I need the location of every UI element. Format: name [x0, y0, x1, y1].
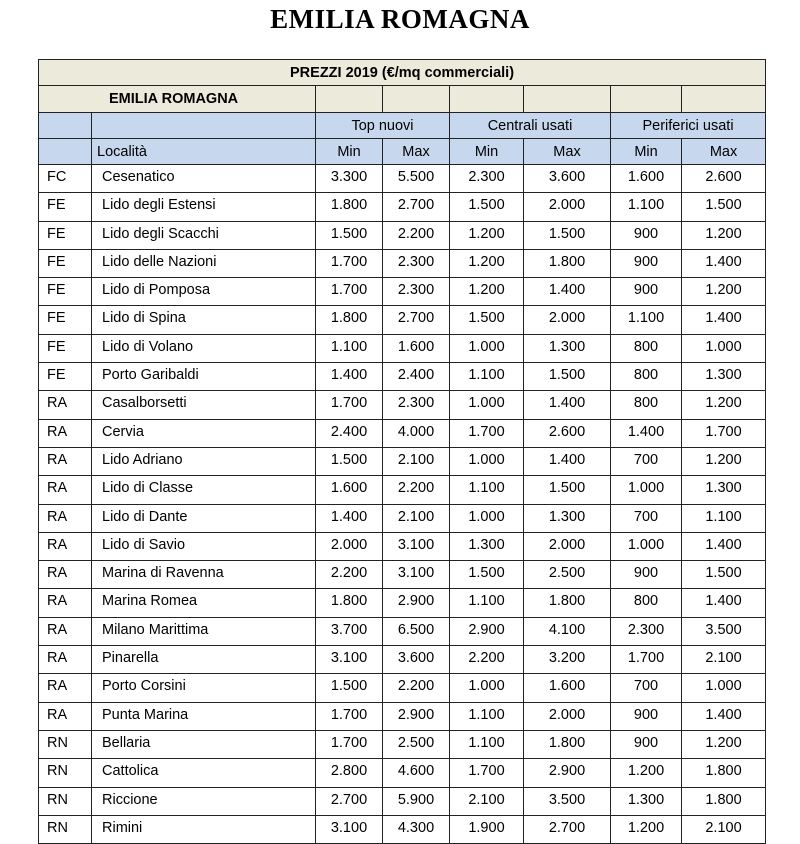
centrali-usati-min-cell: 1.200	[450, 221, 524, 249]
centrali-usati-min-cell: 1.200	[450, 278, 524, 306]
top-nuovi-min-cell: 2.800	[316, 759, 383, 787]
table-row	[39, 476, 766, 504]
locality-cell: Milano Marittima	[92, 617, 316, 645]
periferici-usati-max-cell: 3.500	[682, 617, 766, 645]
province-cell: RA	[39, 419, 92, 447]
empty-cell	[450, 86, 524, 113]
top-nuovi-max-cell: 2.900	[383, 589, 450, 617]
province-cell: RA	[39, 532, 92, 560]
table-row	[39, 617, 766, 645]
max-header: Max	[682, 139, 766, 165]
empty-cell	[39, 139, 92, 165]
centrali-usati-max-cell: 2.000	[524, 193, 611, 221]
periferici-usati-min-cell: 900	[611, 221, 682, 249]
province-cell: RN	[39, 759, 92, 787]
centrali-usati-max-cell: 1.500	[524, 363, 611, 391]
periferici-usati-min-cell: 900	[611, 249, 682, 277]
locality-cell: Pinarella	[92, 646, 316, 674]
table-caption: PREZZI 2019 (€/mq commerciali)	[39, 60, 766, 86]
province-cell: FE	[39, 363, 92, 391]
top-nuovi-max-cell: 5.900	[383, 787, 450, 815]
periferici-usati-min-cell: 1.200	[611, 815, 682, 843]
top-nuovi-min-cell: 3.100	[316, 815, 383, 843]
periferici-usati-max-cell: 1.000	[682, 674, 766, 702]
centrali-usati-min-cell: 1.000	[450, 334, 524, 362]
centrali-usati-max-cell: 1.500	[524, 476, 611, 504]
centrali-usati-min-cell: 2.200	[450, 646, 524, 674]
centrali-usati-min-cell: 1.000	[450, 391, 524, 419]
province-cell: RN	[39, 787, 92, 815]
centrali-usati-min-cell: 1.100	[450, 702, 524, 730]
province-cell: RA	[39, 646, 92, 674]
top-nuovi-min-cell: 3.100	[316, 646, 383, 674]
table-row	[39, 674, 766, 702]
top-nuovi-min-cell: 1.800	[316, 193, 383, 221]
table-row	[39, 730, 766, 758]
empty-cell	[92, 113, 316, 139]
centrali-usati-min-cell: 1.700	[450, 759, 524, 787]
table-row	[39, 363, 766, 391]
locality-cell: Bellaria	[92, 730, 316, 758]
table-row	[39, 221, 766, 249]
periferici-usati-max-cell: 1.300	[682, 476, 766, 504]
centrali-usati-max-cell: 1.800	[524, 249, 611, 277]
top-nuovi-min-cell: 2.000	[316, 532, 383, 560]
locality-cell: Lido degli Scacchi	[92, 221, 316, 249]
top-nuovi-min-cell: 1.100	[316, 334, 383, 362]
locality-cell: Casalborsetti	[92, 391, 316, 419]
centrali-usati-max-cell: 1.800	[524, 730, 611, 758]
top-nuovi-max-cell: 1.600	[383, 334, 450, 362]
periferici-usati-max-cell: 1.800	[682, 759, 766, 787]
centrali-usati-min-cell: 1.000	[450, 674, 524, 702]
periferici-usati-min-cell: 1.100	[611, 306, 682, 334]
periferici-usati-min-cell: 900	[611, 702, 682, 730]
province-cell: FE	[39, 193, 92, 221]
table-row	[39, 815, 766, 843]
locality-cell: Lido di Savio	[92, 532, 316, 560]
top-nuovi-max-cell: 2.300	[383, 391, 450, 419]
table-row	[39, 532, 766, 560]
province-cell: FE	[39, 306, 92, 334]
top-nuovi-max-cell: 3.100	[383, 561, 450, 589]
top-nuovi-min-cell: 3.700	[316, 617, 383, 645]
periferici-usati-max-cell: 1.500	[682, 193, 766, 221]
locality-cell: Lido degli Estensi	[92, 193, 316, 221]
top-nuovi-min-cell: 2.200	[316, 561, 383, 589]
province-cell: FE	[39, 221, 92, 249]
centrali-usati-min-cell: 2.100	[450, 787, 524, 815]
top-nuovi-min-cell: 3.300	[316, 165, 383, 193]
centrali-usati-max-cell: 2.900	[524, 759, 611, 787]
locality-cell: Lido di Spina	[92, 306, 316, 334]
centrali-usati-min-cell: 1.300	[450, 532, 524, 560]
periferici-usati-max-cell: 1.800	[682, 787, 766, 815]
top-nuovi-max-cell: 2.300	[383, 278, 450, 306]
province-cell: RA	[39, 447, 92, 475]
top-nuovi-min-cell: 2.700	[316, 787, 383, 815]
top-nuovi-min-cell: 1.600	[316, 476, 383, 504]
centrali-usati-max-cell: 3.500	[524, 787, 611, 815]
table-row	[39, 447, 766, 475]
periferici-usati-max-cell: 2.100	[682, 815, 766, 843]
locality-cell: Cattolica	[92, 759, 316, 787]
top-nuovi-max-cell: 2.300	[383, 249, 450, 277]
centrali-usati-max-cell: 3.200	[524, 646, 611, 674]
table-row	[39, 702, 766, 730]
periferici-usati-max-cell: 1.500	[682, 561, 766, 589]
centrali-usati-max-cell: 4.100	[524, 617, 611, 645]
top-nuovi-max-cell: 3.100	[383, 532, 450, 560]
table-row	[39, 589, 766, 617]
periferici-usati-min-cell: 1.100	[611, 193, 682, 221]
table-row	[39, 193, 766, 221]
centrali-usati-min-cell: 2.300	[450, 165, 524, 193]
price-table	[38, 59, 766, 844]
province-cell: RN	[39, 815, 92, 843]
top-nuovi-max-cell: 2.100	[383, 447, 450, 475]
province-cell: RN	[39, 730, 92, 758]
locality-cell: Porto Garibaldi	[92, 363, 316, 391]
top-nuovi-max-cell: 2.700	[383, 193, 450, 221]
periferici-usati-min-cell: 2.300	[611, 617, 682, 645]
top-nuovi-min-cell: 1.500	[316, 221, 383, 249]
periferici-usati-min-cell: 800	[611, 589, 682, 617]
province-cell: RA	[39, 561, 92, 589]
periferici-usati-max-cell: 1.700	[682, 419, 766, 447]
table-body	[39, 165, 766, 844]
table-row	[39, 646, 766, 674]
top-nuovi-min-cell: 1.700	[316, 702, 383, 730]
min-header: Min	[316, 139, 383, 165]
centrali-usati-max-cell: 1.800	[524, 589, 611, 617]
periferici-usati-max-cell: 1.400	[682, 249, 766, 277]
top-nuovi-max-cell: 4.300	[383, 815, 450, 843]
top-nuovi-min-cell: 1.700	[316, 391, 383, 419]
top-nuovi-max-cell: 4.600	[383, 759, 450, 787]
table-row	[39, 787, 766, 815]
centrali-usati-max-cell: 1.300	[524, 334, 611, 362]
province-cell: RA	[39, 589, 92, 617]
top-nuovi-max-cell: 2.700	[383, 306, 450, 334]
centrali-usati-max-cell: 1.400	[524, 278, 611, 306]
table-row	[39, 504, 766, 532]
periferici-usati-max-cell: 1.100	[682, 504, 766, 532]
top-nuovi-min-cell: 1.400	[316, 504, 383, 532]
centrali-usati-min-cell: 1.000	[450, 504, 524, 532]
centrali-usati-min-cell: 1.000	[450, 447, 524, 475]
locality-cell: Rimini	[92, 815, 316, 843]
group-header-top-nuovi: Top nuovi	[316, 113, 450, 139]
periferici-usati-min-cell: 1.400	[611, 419, 682, 447]
periferici-usati-min-cell: 700	[611, 674, 682, 702]
centrali-usati-min-cell: 1.500	[450, 306, 524, 334]
centrali-usati-min-cell: 1.100	[450, 476, 524, 504]
top-nuovi-min-cell: 1.700	[316, 730, 383, 758]
empty-cell	[524, 86, 611, 113]
locality-cell: Cesenatico	[92, 165, 316, 193]
table-row	[39, 249, 766, 277]
centrali-usati-max-cell: 1.600	[524, 674, 611, 702]
centrali-usati-max-cell: 2.600	[524, 419, 611, 447]
table-row	[39, 759, 766, 787]
centrali-usati-max-cell: 2.000	[524, 532, 611, 560]
province-cell: RA	[39, 476, 92, 504]
group-header-centrali-usati: Centrali usati	[450, 113, 611, 139]
top-nuovi-max-cell: 4.000	[383, 419, 450, 447]
top-nuovi-min-cell: 1.700	[316, 249, 383, 277]
centrali-usati-max-cell: 1.400	[524, 391, 611, 419]
top-nuovi-min-cell: 2.400	[316, 419, 383, 447]
periferici-usati-max-cell: 2.100	[682, 646, 766, 674]
top-nuovi-max-cell: 2.200	[383, 221, 450, 249]
locality-cell: Marina Romea	[92, 589, 316, 617]
centrali-usati-min-cell: 1.100	[450, 730, 524, 758]
periferici-usati-min-cell: 1.000	[611, 532, 682, 560]
periferici-usati-max-cell: 1.300	[682, 363, 766, 391]
centrali-usati-max-cell: 2.000	[524, 702, 611, 730]
periferici-usati-max-cell: 1.200	[682, 391, 766, 419]
table-row	[39, 561, 766, 589]
periferici-usati-min-cell: 800	[611, 334, 682, 362]
periferici-usati-min-cell: 1.000	[611, 476, 682, 504]
top-nuovi-min-cell: 1.500	[316, 674, 383, 702]
province-cell: FE	[39, 334, 92, 362]
centrali-usati-min-cell: 1.500	[450, 193, 524, 221]
table-row	[39, 334, 766, 362]
periferici-usati-min-cell: 900	[611, 278, 682, 306]
table-row	[39, 278, 766, 306]
periferici-usati-max-cell: 1.200	[682, 221, 766, 249]
periferici-usati-max-cell: 1.400	[682, 702, 766, 730]
table-row	[39, 419, 766, 447]
min-header: Min	[450, 139, 524, 165]
periferici-usati-max-cell: 1.400	[682, 589, 766, 617]
top-nuovi-min-cell: 1.700	[316, 278, 383, 306]
periferici-usati-min-cell: 1.700	[611, 646, 682, 674]
periferici-usati-max-cell: 1.200	[682, 730, 766, 758]
periferici-usati-max-cell: 1.200	[682, 447, 766, 475]
periferici-usati-min-cell: 900	[611, 561, 682, 589]
centrali-usati-max-cell: 2.500	[524, 561, 611, 589]
centrali-usati-min-cell: 1.700	[450, 419, 524, 447]
top-nuovi-min-cell: 1.500	[316, 447, 383, 475]
locality-cell: Porto Corsini	[92, 674, 316, 702]
top-nuovi-max-cell: 2.200	[383, 674, 450, 702]
centrali-usati-max-cell: 2.700	[524, 815, 611, 843]
province-cell: RA	[39, 617, 92, 645]
top-nuovi-min-cell: 1.800	[316, 589, 383, 617]
locality-cell: Lido di Volano	[92, 334, 316, 362]
group-header-periferici-usati: Periferici usati	[611, 113, 766, 139]
locality-cell: Riccione	[92, 787, 316, 815]
page-title: EMILIA ROMAGNA	[270, 4, 530, 34]
top-nuovi-min-cell: 1.800	[316, 306, 383, 334]
centrali-usati-max-cell: 2.000	[524, 306, 611, 334]
locality-cell: Lido di Classe	[92, 476, 316, 504]
top-nuovi-max-cell: 2.200	[383, 476, 450, 504]
periferici-usati-min-cell: 800	[611, 391, 682, 419]
periferici-usati-min-cell: 1.600	[611, 165, 682, 193]
periferici-usati-min-cell: 700	[611, 504, 682, 532]
periferici-usati-min-cell: 1.300	[611, 787, 682, 815]
centrali-usati-min-cell: 1.100	[450, 589, 524, 617]
locality-cell: Cervia	[92, 419, 316, 447]
centrali-usati-min-cell: 2.900	[450, 617, 524, 645]
locality-cell: Lido di Pomposa	[92, 278, 316, 306]
province-cell: RA	[39, 674, 92, 702]
periferici-usati-min-cell: 1.200	[611, 759, 682, 787]
region-label: EMILIA ROMAGNA	[39, 86, 316, 113]
locality-cell: Lido delle Nazioni	[92, 249, 316, 277]
centrali-usati-min-cell: 1.200	[450, 249, 524, 277]
centrali-usati-max-cell: 1.400	[524, 447, 611, 475]
max-header: Max	[524, 139, 611, 165]
top-nuovi-max-cell: 6.500	[383, 617, 450, 645]
periferici-usati-max-cell: 1.000	[682, 334, 766, 362]
max-header: Max	[383, 139, 450, 165]
periferici-usati-min-cell: 900	[611, 730, 682, 758]
locality-header: Località	[92, 139, 316, 165]
province-cell: RA	[39, 391, 92, 419]
locality-cell: Lido Adriano	[92, 447, 316, 475]
top-nuovi-min-cell: 1.400	[316, 363, 383, 391]
centrali-usati-max-cell: 3.600	[524, 165, 611, 193]
centrali-usati-max-cell: 1.300	[524, 504, 611, 532]
periferici-usati-min-cell: 700	[611, 447, 682, 475]
top-nuovi-max-cell: 2.500	[383, 730, 450, 758]
top-nuovi-max-cell: 5.500	[383, 165, 450, 193]
province-cell: RA	[39, 504, 92, 532]
empty-cell	[39, 113, 92, 139]
locality-cell: Punta Marina	[92, 702, 316, 730]
centrali-usati-max-cell: 1.500	[524, 221, 611, 249]
top-nuovi-max-cell: 3.600	[383, 646, 450, 674]
locality-cell: Marina di Ravenna	[92, 561, 316, 589]
locality-cell: Lido di Dante	[92, 504, 316, 532]
periferici-usati-max-cell: 2.600	[682, 165, 766, 193]
top-nuovi-max-cell: 2.400	[383, 363, 450, 391]
periferici-usati-max-cell: 1.200	[682, 278, 766, 306]
province-cell: FC	[39, 165, 92, 193]
periferici-usati-max-cell: 1.400	[682, 532, 766, 560]
top-nuovi-max-cell: 2.900	[383, 702, 450, 730]
table-row	[39, 391, 766, 419]
province-cell: FE	[39, 278, 92, 306]
centrali-usati-min-cell: 1.100	[450, 363, 524, 391]
empty-cell	[383, 86, 450, 113]
centrali-usati-min-cell: 1.900	[450, 815, 524, 843]
empty-cell	[316, 86, 383, 113]
table-row	[39, 165, 766, 193]
empty-cell	[682, 86, 766, 113]
periferici-usati-min-cell: 800	[611, 363, 682, 391]
province-cell: FE	[39, 249, 92, 277]
province-cell: RA	[39, 702, 92, 730]
top-nuovi-max-cell: 2.100	[383, 504, 450, 532]
periferici-usati-max-cell: 1.400	[682, 306, 766, 334]
table-row	[39, 306, 766, 334]
centrali-usati-min-cell: 1.500	[450, 561, 524, 589]
min-header: Min	[611, 139, 682, 165]
empty-cell	[611, 86, 682, 113]
